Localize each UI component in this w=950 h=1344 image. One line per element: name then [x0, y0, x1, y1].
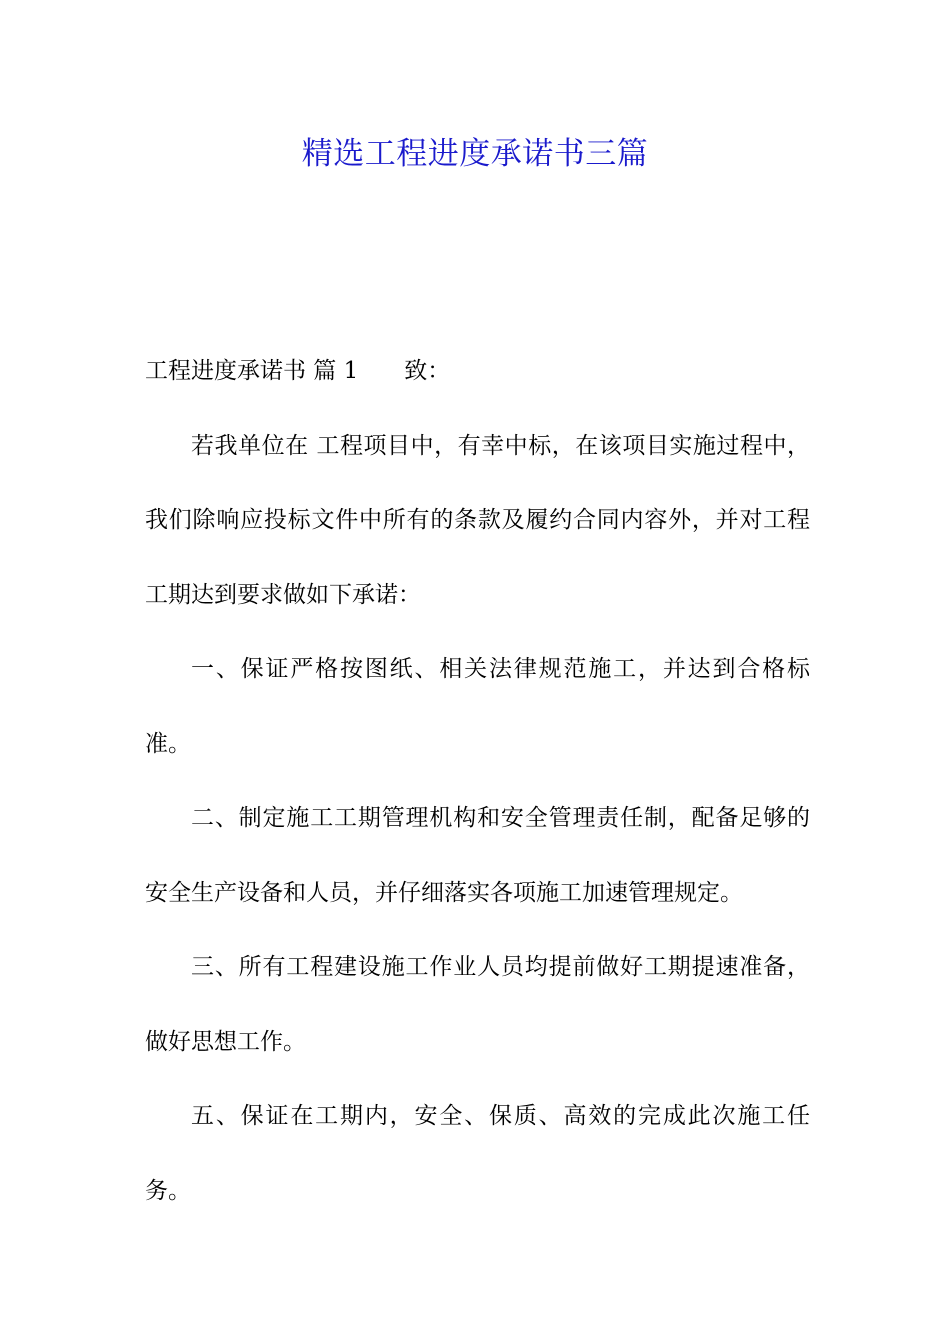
- document-body: [145, 334, 810, 1228]
- addressee: 致：: [404, 358, 451, 384]
- paragraph-intro: 若我单位在 工程项目中，有幸中标，在该项目实施过程中，我们除响应投标文件中所有的条款及履约合同内容外，并对工程工期达到要求做如下承诺：: [145, 432, 810, 608]
- paragraph-item-3: 三、所有工程建设施工作业人员均提前做好工期提速准备，做好思想工作。: [145, 954, 810, 1055]
- paragraph-item-5: 五、保证在工期内，安全、保质、高效的完成此次施工任务。: [145, 1103, 810, 1204]
- document-title: 精选工程进度承诺书三篇: [301, 136, 649, 172]
- paragraph-item-2: 二、制定施工工期管理机构和安全管理责任制，配备足够的安全生产设备和人员，并仔细落实各项施工加速管理规定。: [145, 805, 810, 906]
- heading-line: [145, 334, 810, 409]
- paragraph-item-1: 一、保证严格按图纸、相关法律规范施工，并达到合格标准。: [145, 656, 810, 757]
- section-heading: 工程进度承诺书 篇 1: [145, 358, 359, 384]
